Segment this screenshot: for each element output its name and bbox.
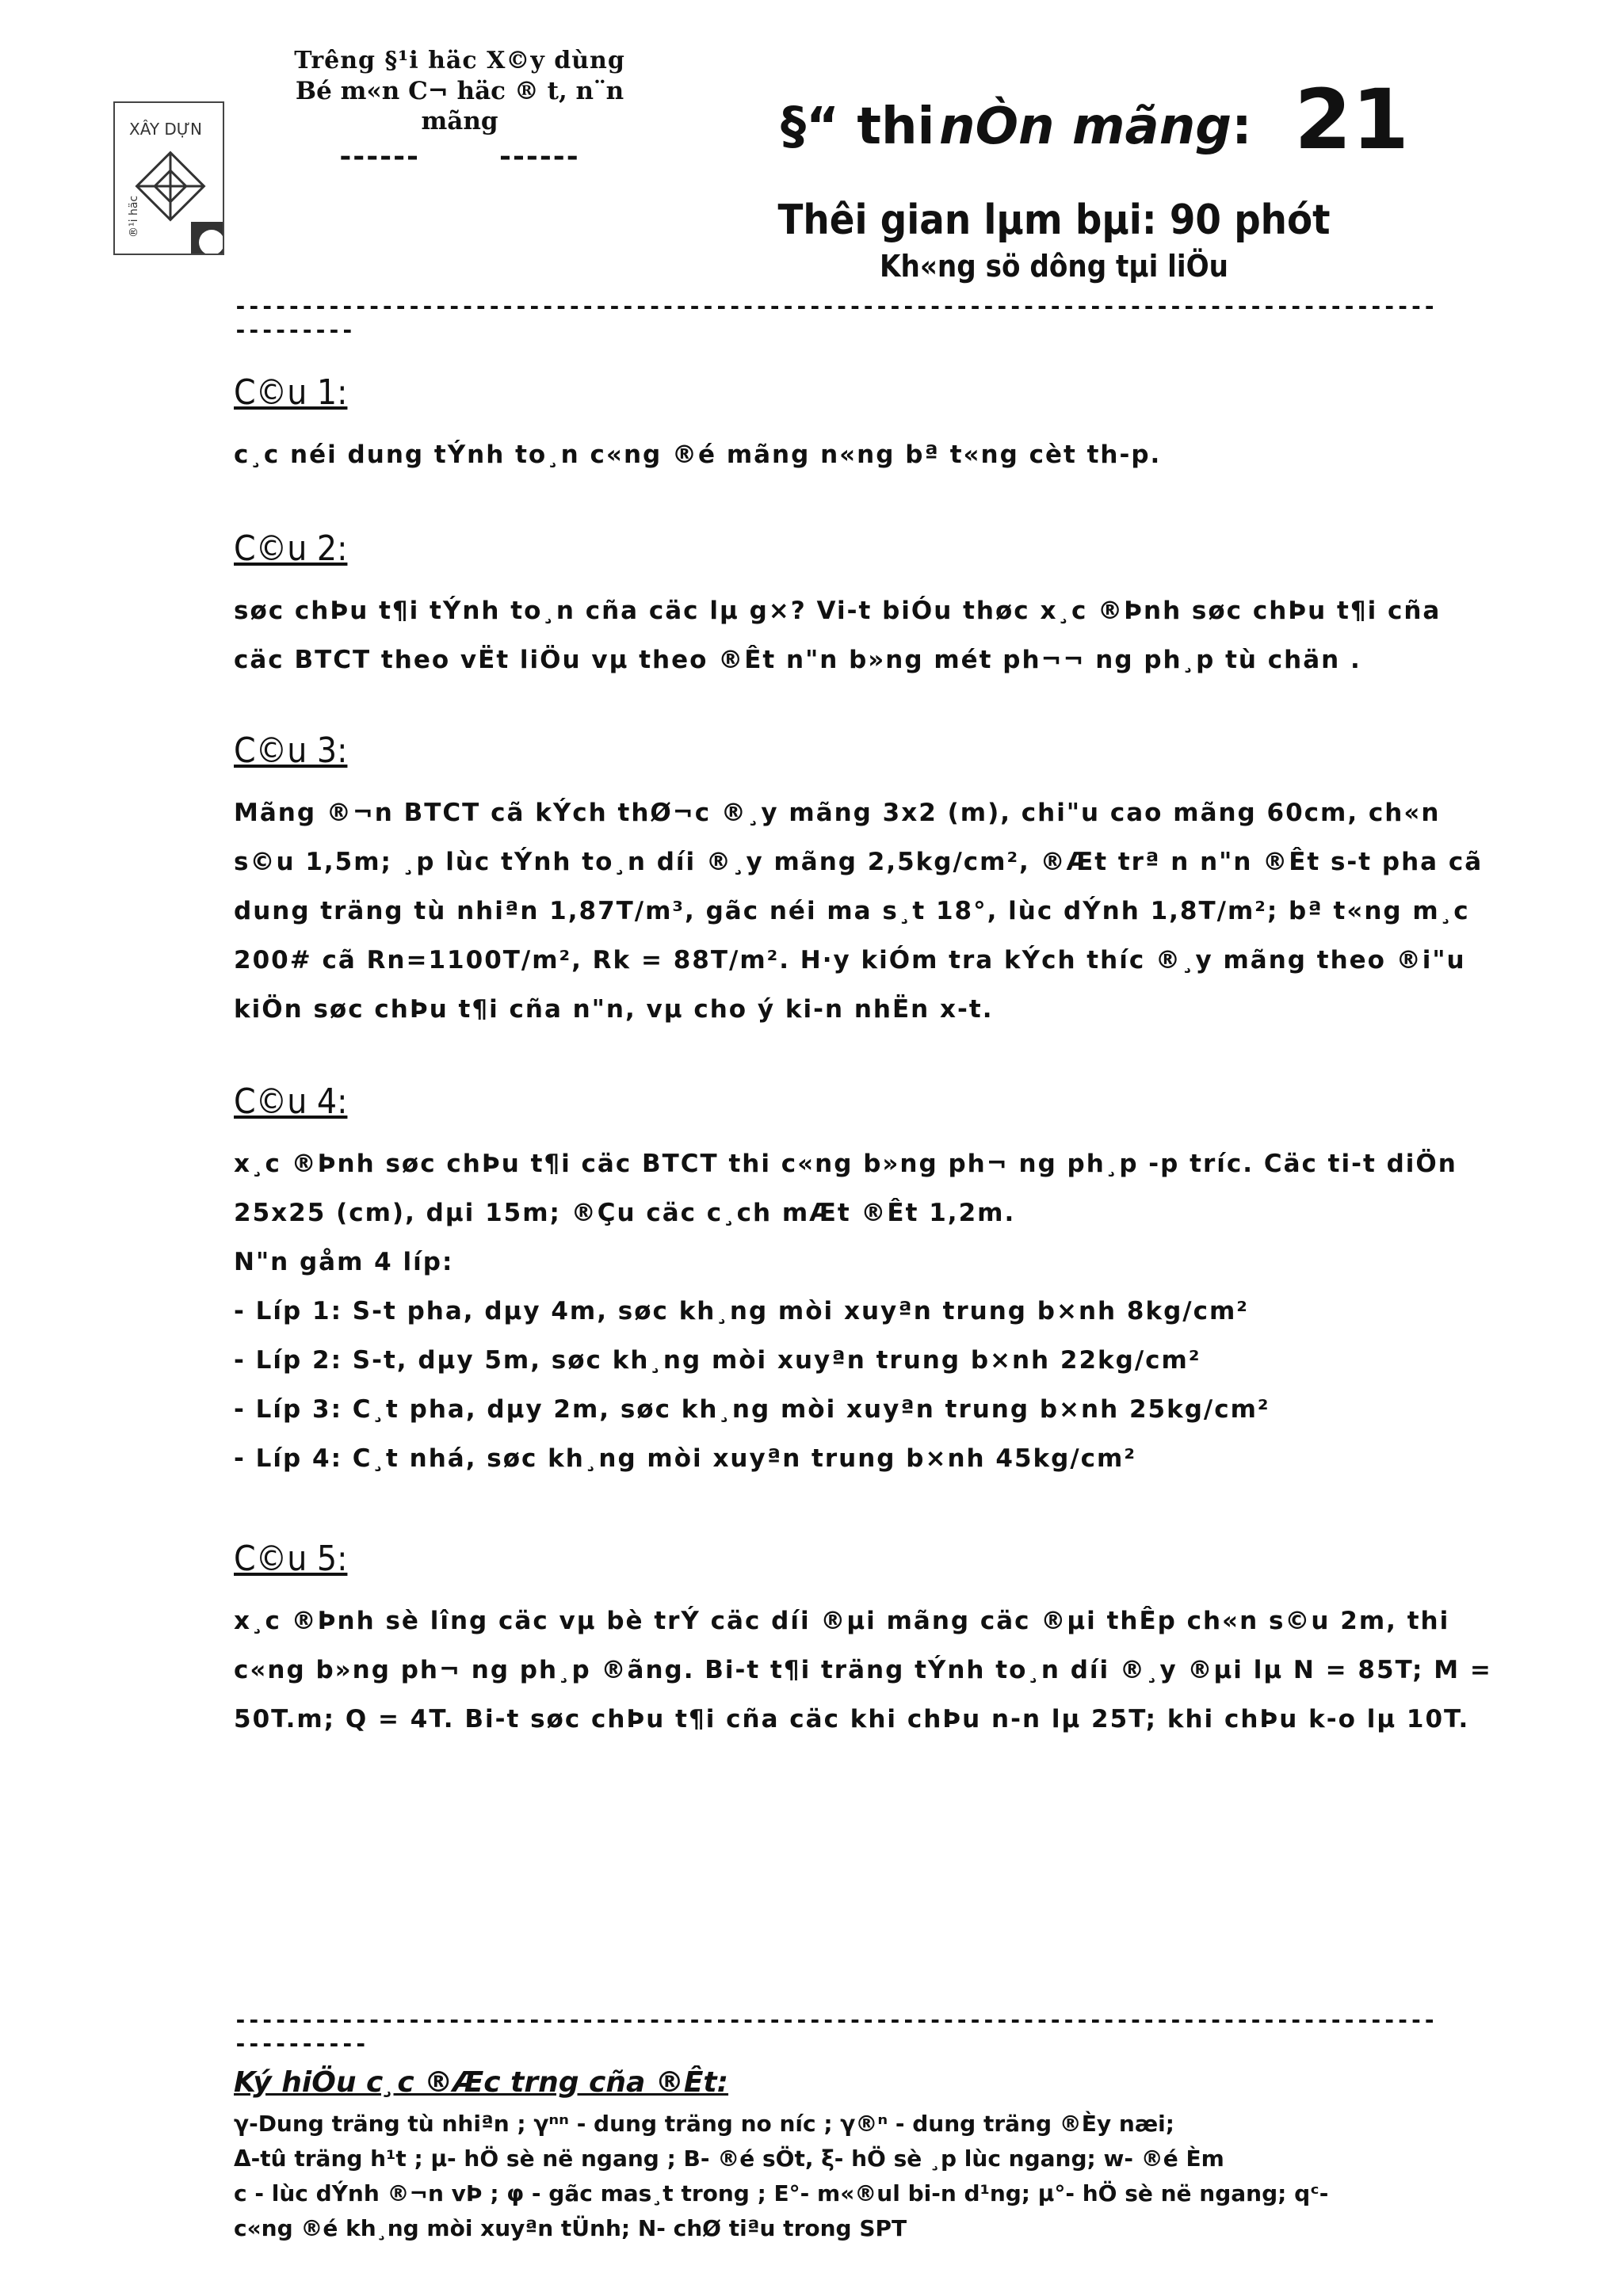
legend-title: Ký hiÖu c¸c ®Æc trng cña ®Êt: [234,2066,729,2099]
question-line: x¸c ®Þnh sè lîng cäc vµ bè trÝ cäc díi ®µi mãng cäc ®µi thÊp ch«n s©u 2m, thi [234,1607,1450,1635]
question-line: 200# cã Rn=1100T/m², Rk = 88T/m². H·y kiÓm tra kÝch thíc ®¸y mãng theo ®i"u [234,946,1466,974]
question-line: 25x25 (cm), dµi 15m; ®Çu cäc c¸ch mÆt ®Êt 1,2m. [234,1199,1016,1227]
question-line: Mãng ®¬n BTCT cã kÝch thØ¬c ®¸y mãng 3x2 (m), chi"u cao mãng 60cm, ch«n [234,799,1441,827]
divider-top: --------------------------------------------------------------------------------------------------- [234,293,1437,343]
question-line: N"n gåm 4 líp: [234,1248,454,1276]
questions-container [234,372,1492,1744]
question-line: cäc BTCT theo vËt liÖu vµ theo ®Êt n"n b»ng mét ph¬¬ ng ph¸p tù chän . [234,646,1361,674]
school-header [262,46,658,174]
question-4 [234,1081,1457,1483]
question-line: kiÖn søc chÞu t¶i cña n"n, vµ cho ý ki-n nhËn x-t. [234,995,994,1024]
question-line: - Líp 2: S-t, dµy 5m, søc kh¸ng mòi xuyªn trung b×nh 22kg/cm² [234,1346,1201,1375]
question-5 [234,1539,1492,1744]
exam-number: 21 [1294,71,1409,168]
question-title: C©u 3: [234,730,348,771]
question-title: C©u 2: [234,528,348,569]
legend-line: Δ-tû träng h¹t ; μ- hÖ sè në ngang ; B- ®é sÖt, ξ- hÖ sè ¸p lùc ngang; w- ®é Èm [234,2145,1224,2172]
divider-bottom: ---------------------------------------------------------------------------------------------------- [234,2007,1437,2057]
question-title: C©u 4: [234,1081,348,1122]
question-1 [234,372,1446,479]
question-line: c«ng b»ng ph¬ ng ph¸p ®ãng. Bi-t t¶i träng tÝnh to¸n díi ®¸y ®µi lµ N = 85T; M = [234,1656,1492,1684]
dash-right: ------ [499,139,580,173]
university-logo [113,101,224,255]
legend-line: c«ng ®é kh¸ng mòi xuyªn tÜnh; N- chØ tiªu trong SPT [234,2215,907,2241]
question-line: x¸c ®Þnh søc chÞu t¶i cäc BTCT thi c«ng b»ng ph¬ ng ph¸p -p tríc. Cäc ti-t diÖn [234,1150,1457,1178]
exam-title-subject: nÒn mãng [939,97,1232,156]
question-2 [234,528,1446,685]
header-dashes [262,139,658,174]
question-line: s©u 1,5m; ¸p lùc tÝnh to¸n díi ®¸y mãng 2,5kg/cm², ®Æt trª n n"n ®Êt s-t pha cã [234,848,1484,876]
dash-left: ------ [339,139,420,173]
exam-title-prefix: §“ thi [781,97,935,156]
exam-title [781,71,1409,168]
department-name: Bé m«n C¬ häc ® t, n¨n mãng [295,76,624,136]
question-line: 50T.m; Q = 4T. Bi-t søc chÞu t¶i cña cäc khi chÞu n-n lµ 25T; khi chÞu k-o lµ 10T. [234,1705,1470,1733]
exam-notes: Kh«ng sö dông tµi liÖu [880,249,1228,284]
question-line: dung träng tù nhiªn 1,87T/m³, gãc néi ma s¸t 18°, lùc dÝnh 1,8T/m²; bª t«ng m¸c [234,897,1470,925]
exam-info [769,196,1339,284]
logo-text-side: ®¹i häc [128,195,140,238]
legend-line: γ-Dung träng tù nhiªn ; γⁿⁿ - dung träng no níc ; γ®ⁿ - dung träng ®Èy næi; [234,2111,1174,2137]
legend-line: c - lùc dÝnh ®¬n vÞ ; φ - gãc mas¸t trong ; E°- m«®ul bi-n d¹ng; μ°- hÖ sè në ngang; qᶜ- [234,2180,1329,2206]
question-line: søc chÞu t¶i tÝnh to¸n cña cäc lµ g×? Vi-t biÓu thøc x¸c ®Þnh søc chÞu t¶i cña [234,597,1442,625]
soil-symbols-legend [234,2066,1470,2246]
question-3 [234,730,1484,1034]
question-line: - Líp 4: C¸t nhá, søc kh¸ng mòi xuyªn trung b×nh 45kg/cm² [234,1444,1136,1473]
question-title: C©u 1: [234,372,348,413]
logo-text-top: XÂY DỰN [129,120,202,139]
exam-title-colon: : [1232,97,1252,156]
question-title: C©u 5: [234,1539,348,1579]
question-line: - Líp 3: C¸t pha, dµy 2m, søc kh¸ng mòi xuyªn trung b×nh 25kg/cm² [234,1395,1270,1424]
school-name: Trêng §¹i häc X©y dùng [294,47,625,74]
question-line: c¸c néi dung tÝnh to¸n c«ng ®é mãng n«ng bª t«ng cèt th-p. [234,441,1162,469]
question-line: - Líp 1: S-t pha, dµy 4m, søc kh¸ng mòi xuyªn trung b×nh 8kg/cm² [234,1297,1249,1325]
time-limit: Thêi gian lµm bµi: 90 phót [777,196,1331,244]
